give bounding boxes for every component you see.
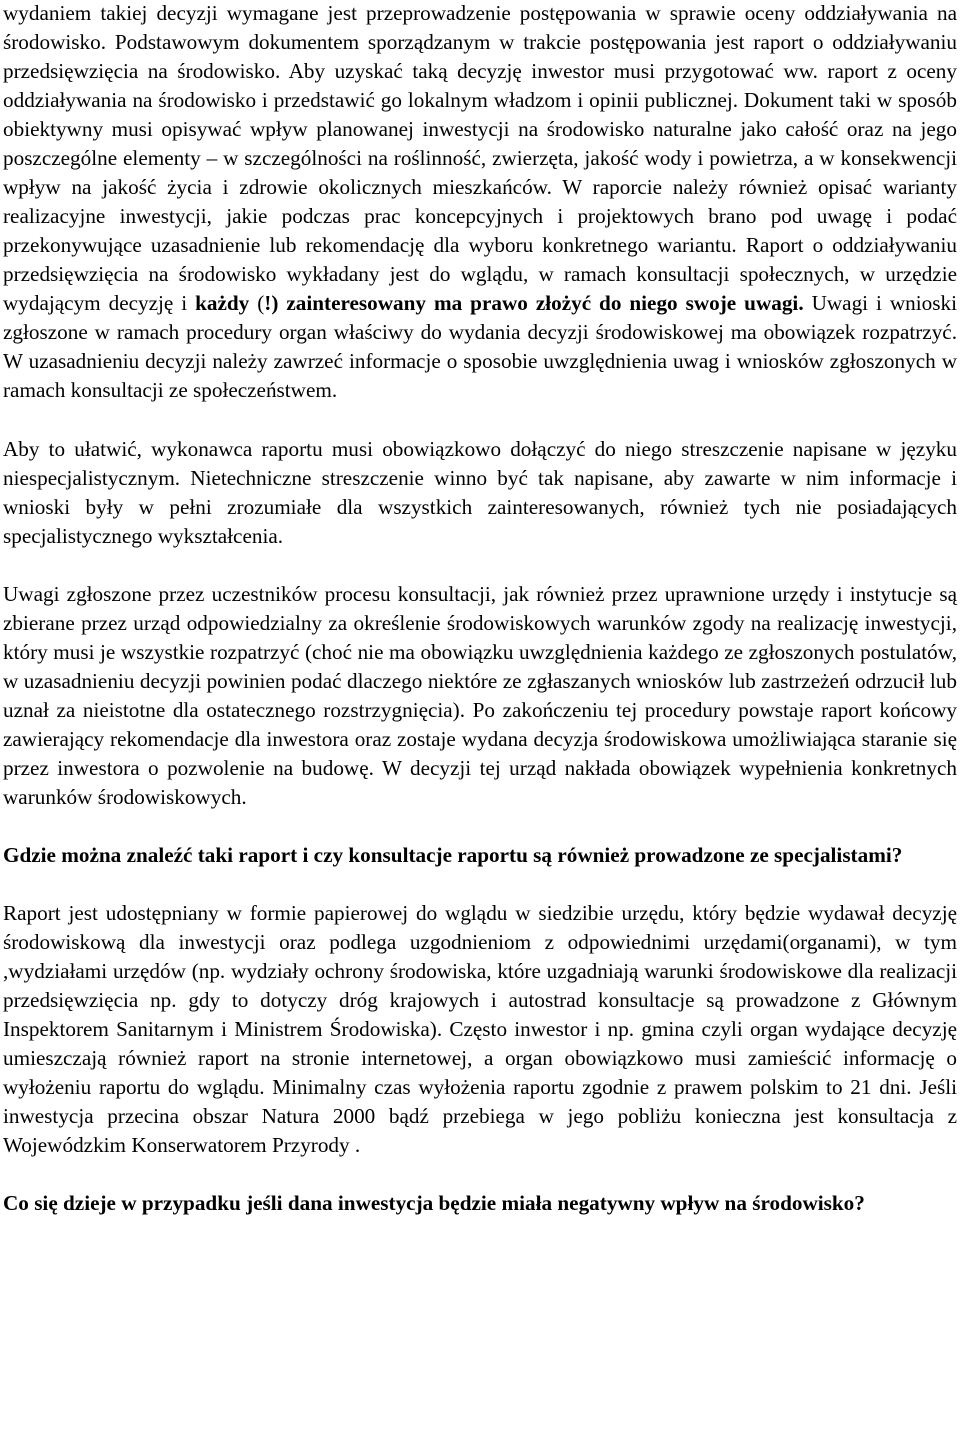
paragraph-summary: Aby to ułatwić, wykonawca raportu musi obowiązkowo dołączyć do niego streszczenie napisane w języku niespecjalistycznym. Nietechniczne streszczenie winno być tak napisane, aby zawarte w nim informacje i wnioski były w pełni zrozumiałe dla wszystkich zainteresowanych, również tych nie posiadających specjalistycznego wykształcenia. [3,437,957,548]
section-heading-where-to-find: Gdzie można znaleźć taki raport i czy konsultacje raportu są również prowadzone ze specjalistami? [3,843,903,867]
emphasis-right-to-comment: !) zainteresowany ma prawo złożyć do niego swoje uwagi. [264,291,804,315]
paragraph-report-availability: Raport jest udostępniany w formie papierowej do wglądu w siedzibie urzędu, który będzie wydawał decyzję środowiskową dla inwestycji oraz podlega uzgodnieniom z odpowiednimi urzędami(organami), w tym ,wydziałami urzędów (np. wydziały ochrony środowiska, które uzgadniają warunki środowiskowe dla realizacji przedsięwzięcia np. gdy to dotyczy dróg krajowych i autostrad konsultacje są prowadzone z Głównym Inspektorem Sanitarnym i Ministrem Środowiska). Często inwestor i np. gmina czyli organ wydające decyzję umieszczają również raport na stronie internetowej, a organ obowiązkowo musi zamieścić informację o wyłożeniu raportu do wglądu. Minimalny czas wyłożenia raportu zgodnie z prawem polskim to 21 dni. Jeśli inwestycja przecina obszar Natura 2000 bądź przebiega w jego pobliżu konieczna jest konsultacja z Wojewódzkim Konserwatorem Przyrody . [3,901,957,1157]
paragraph-text: Uwagi i wnioski zgłoszone w ramach procedury organ właściwy do wydania decyzji środowiskowej ma obowiązek rozpatrzyć. W uzasadnieniu decyzji należy zawrzeć informacje o sposobie uwzględnienia uwag i wniosków zgłoszonych w ramach konsultacji ze społeczeństwem. [3,291,957,402]
paragraph-text: wydaniem takiej decyzji wymagane jest przeprowadzenie postępowania w sprawie oceny oddziaływania na środowisko. Podstawowym dokumentem sporządzanym w trakcie postępowania jest raport o oddziaływaniu przedsięwzięcia na środowisko. Aby uzyskać taką decyzję inwestor musi przygotować ww. raport z oceny oddziaływania na środowisko i przedstawić go lokalnym władzom i opinii publicznej. Dokument taki w sposób obiektywny musi opisywać wpływ planowanej inwestycji na środowisko naturalne jako całość oraz na jego poszczególne elementy – w szczególności na roślinność, zwierzęta, jakość wody i powietrza, a w konsekwencji wpływ na jakość życia i zdrowie okolicznych mieszkańców. W raporcie należy również opisać warianty realizacyjne inwestycji, jakie podczas prac koncepcyjnych i projektowych brano pod uwagę i podać przekonywujące uzasadnienie lub rekomendację dla wyboru konkretnego wariantu. Raport o oddziaływaniu przedsięwzięcia na środowisko wykładany jest do wglądu, w ramach konsultacji społecznych, w urzędzie wydającym decyzję i [3,1,957,315]
paragraph-text: ( [249,291,265,315]
paragraph-consultation-report [3,0,957,405]
paragraph-comments-procedure: Uwagi zgłoszone przez uczestników procesu konsultacji, jak również przez uprawnione urzędy i instytucje są zbierane przez urząd odpowiedzialny za określenie środowiskowych warunków zgody na realizację inwestycji, który musi je wszystkie rozpatrzyć (choć nie ma obowiązku uwzględnienia każdego ze zgłoszonych postulatów, w uzasadnieniu decyzji powinien podać dlaczego niektóre ze zgłaszanych wniosków lub zastrzeżeń odrzucił lub uznał za nieistotne dla ostatecznego rozstrzygnięcia). Po zakończeniu tej procedury powstaje raport końcowy zawierający rekomendacje dla inwestora oraz zostaje wydana decyzja środowiskowa umożliwiająca staranie się przez inwestora o pozwolenie na budowę. W decyzji tej urząd nakłada obowiązek wypełnienia konkretnych warunków środowiskowych. [3,582,957,809]
emphasis-everyone: każdy [195,291,250,315]
section-heading-negative-impact: Co się dzieje w przypadku jeśli dana inwestycja będzie miała negatywny wpływ na środowisko? [3,1191,865,1215]
